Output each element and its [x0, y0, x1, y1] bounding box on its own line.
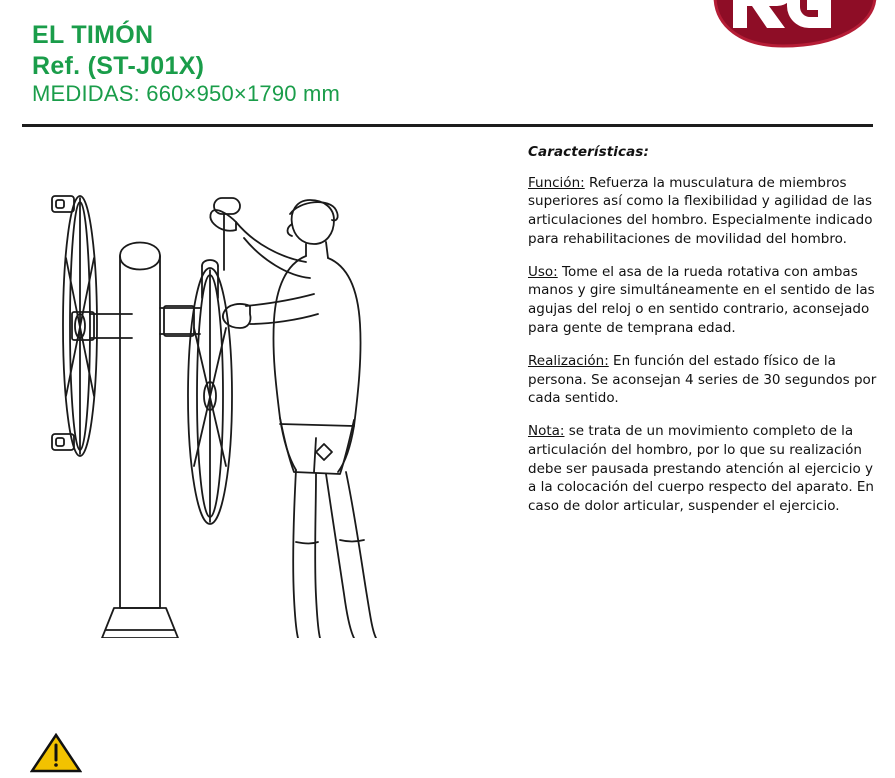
spec-text-realizacion: En función del estado físico de la persona. Se aconsejan 4 series de 30 segundos por cada sentido.: [528, 352, 877, 407]
warning-triangle-icon: [30, 733, 82, 773]
product-name: EL TIMÓN: [32, 21, 154, 49]
spec-item-realizacion: [528, 352, 878, 409]
brand-logo: [675, 0, 895, 70]
spec-text-uso: Tome el asa de la rueda rotativa con ambas manos y gire simultáneamente en el sentido de las agujas del reloj o en sentido contrario, aconsejado para gente de temprana edad.: [528, 263, 875, 337]
page-content: [0, 130, 895, 635]
spec-label-realizacion: Realización:: [528, 352, 609, 369]
header-divider: [22, 124, 873, 127]
spec-item-nota: [528, 422, 878, 516]
product-reference: Ref. (ST-J01X): [32, 51, 205, 80]
product-illustration: [14, 138, 494, 638]
spec-label-nota: Nota:: [528, 422, 565, 439]
specs-heading: Características:: [528, 144, 649, 160]
spec-text-funcion: Refuerza la musculatura de miembros superiores así como la flexibilidad y agilidad de las articulaciones del hombro. Especialmente indicado para rehabilitaciones de movilidad del hombro.: [528, 174, 873, 248]
page-header: [0, 0, 895, 122]
spec-item-uso: [528, 263, 878, 339]
page-title: [32, 20, 340, 108]
product-dimensions: MEDIDAS: 660×950×1790 mm: [32, 81, 341, 106]
spec-label-uso: Uso:: [528, 263, 558, 280]
spec-text-nota: se trata de un movimiento completo de la articulación del hombro, por lo que su realización debe ser pausada prestando atención al ejercicio y a la colocación del cuerpo respecto del aparato. En caso de dolor articular, suspender el ejercicio.: [528, 422, 874, 515]
spec-label-funcion: Función:: [528, 174, 585, 191]
specifications-panel: [528, 144, 878, 529]
spec-item-funcion: [528, 174, 878, 250]
